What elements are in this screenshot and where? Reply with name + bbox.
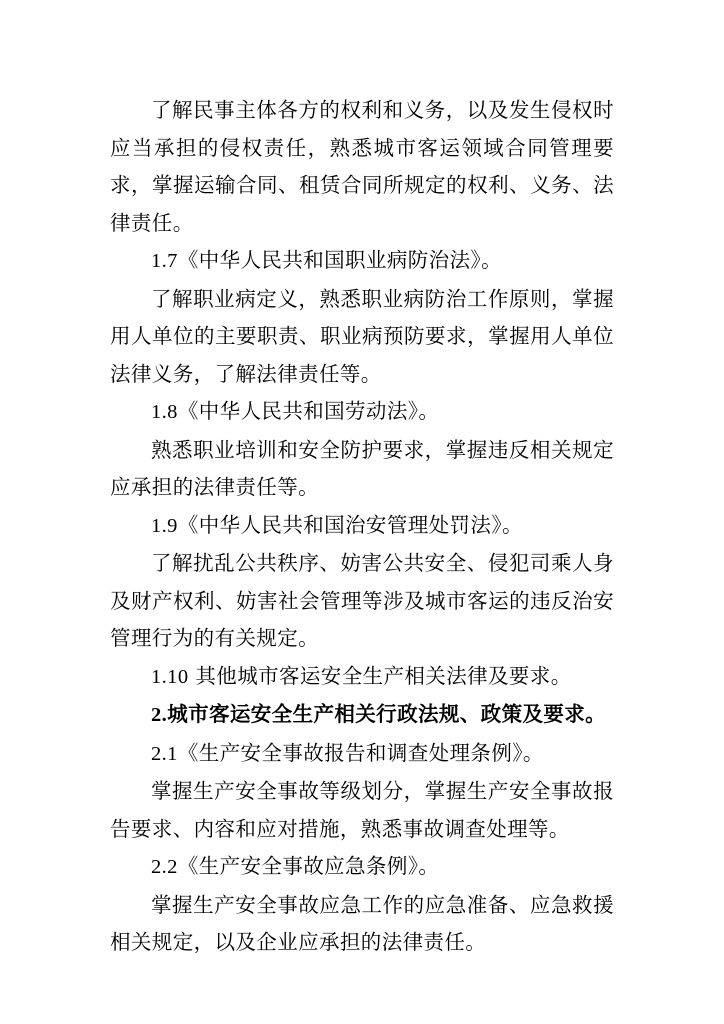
paragraph-occupational-disease <box>110 281 614 394</box>
item-1-10 <box>110 658 614 697</box>
paragraph-emergency <box>110 887 614 962</box>
item-number: 2.2 <box>151 856 178 878</box>
item-number: 2.1 <box>151 742 178 765</box>
item-title: 《中华人民共和国治安管理处罚法》。 <box>177 512 523 537</box>
paragraph-labor-law <box>110 432 614 507</box>
paragraph-public-security <box>110 545 614 658</box>
paragraph-text: 了解民事主体各方的权利和义务，以及发生侵权时应当承担的侵权责任，熟悉城市客运领域合同管理要求，掌握运输合同、租赁合同所规定的权利、义务、法律责任。 <box>110 98 614 235</box>
paragraph-text: 了解职业病定义，熟悉职业病防治工作原则，掌握用人单位的主要职责、职业病预防要求，掌握用人单位法律义务，了解法律责任等。 <box>110 286 614 386</box>
item-title: 《生产安全事故应急条例》。 <box>177 854 440 878</box>
item-2-2 <box>110 848 614 887</box>
heading-number: 2. <box>151 704 168 726</box>
item-1-7 <box>110 242 614 281</box>
paragraph-accident-report <box>110 773 614 848</box>
item-title: 《中华人民共和国职业病防治法》。 <box>177 248 502 272</box>
item-number: 1.8 <box>151 401 178 423</box>
paragraph-civil-rights <box>110 92 614 242</box>
item-1-8 <box>110 393 614 432</box>
item-number: 1.9 <box>151 514 178 537</box>
item-title: 《生产安全事故报告和调查处理条例》。 <box>177 740 544 765</box>
heading-title: 城市客运安全生产相关行政法规、政策及要求。 <box>167 702 607 726</box>
paragraph-text: 了解扰乱公共秩序、妨害公共安全、侵犯司乘人身及财产权利、妨害社会管理等涉及城市客运的违反治安管理行为的有关规定。 <box>110 551 614 650</box>
paragraph-text: 掌握生产安全事故等级划分，掌握生产安全事故报告要求、内容和应对措施，熟悉事故调查处理等。 <box>110 779 614 841</box>
item-2-1 <box>110 735 614 774</box>
section-heading-2 <box>110 696 614 735</box>
item-title: 《中华人民共和国劳动法》。 <box>177 399 440 423</box>
item-number: 1.7 <box>151 250 178 272</box>
paragraph-text: 熟悉职业培训和安全防护要求，掌握违反相关规定应承担的法律责任等。 <box>110 437 614 499</box>
item-title: 其他城市客运安全生产相关法律及要求。 <box>188 663 572 688</box>
item-number: 1.10 <box>151 665 189 688</box>
document-body <box>110 92 614 962</box>
item-1-9 <box>110 507 614 546</box>
paragraph-text: 掌握生产安全事故应急工作的应急准备、应急救援相关规定，以及企业应承担的法律责任。 <box>110 892 614 954</box>
